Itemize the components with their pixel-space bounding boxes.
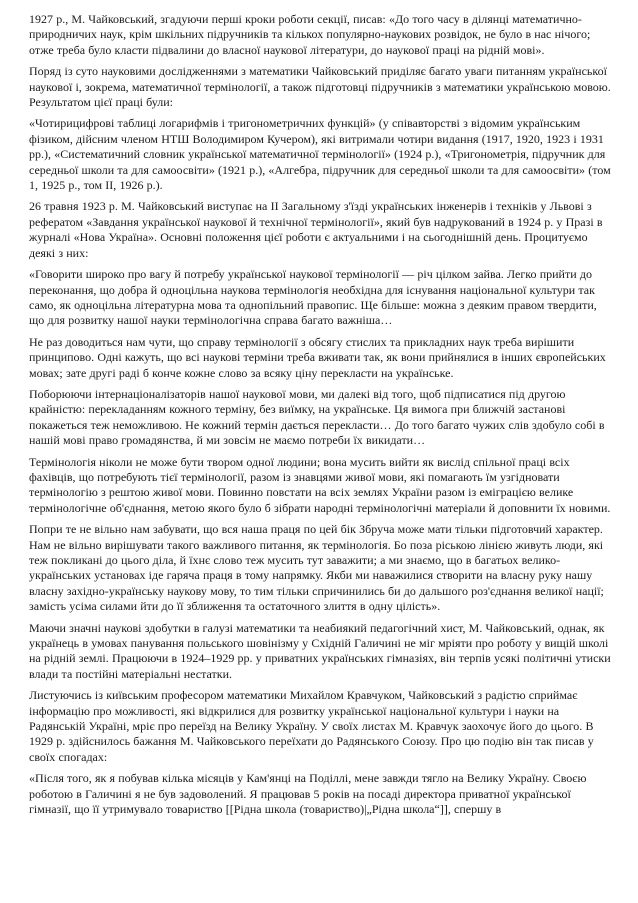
document-page [29, 12, 611, 818]
paragraph: 1927 р., М. Чайковський, згадуючи перші кроки роботи секції, писав: «До того часу в ділянці математично-природничих наук, крім шкільних підручників та кількох популярно-наукових розвідок, не було в нас нічого; отже треба було класти підвалини до власної наукової літератури, до наукової праці на рідній мові». [29, 12, 591, 57]
quote-paragraph: «Говорити широко про вагу й потребу української наукової термінології — річ цілком зайва. Легко прийти до переконання, що добра й одноцільна наукова термінологія необхідна для існування національної культури так само, як одноцільна літературна мова та однопільний правопис. Ще більше: можна з деяким правом твердити, що для розвитку нашої науки термінологічна справа багато важніша… [29, 267, 597, 328]
paragraph: Маючи значні наукові здобутки в галузі математики та неабиякий педагогічний хист, М. Чайковський, однак, як українець в умовах панування польського шовінізму у Східній Галичині не міг мріяти про роботу у вищій школі на рідній землі. Працюючи в 1924–1929 рр. у приватних українських гімназіях, він терпів усякі політичні утиски влади та постійні матеріальні нестатки. [29, 620, 611, 681]
paragraph: Поряд із суто науковими дослідженнями з математики Чайковський приділяє багато уваги питанням української наукової і, зокрема, математичної термінології, а також підготовці підручників з математики українською мовою. Результатом цієї праці були: [29, 64, 611, 110]
quote-paragraph: Попри те не вільно нам забувати, що вся наша праця по цей бік Збруча може мати тільки підготовчий характер. Нам не вільно вирішувати такого важливого питання, як термінологія. Бо поза ріською лінією живуть люди, які теж покликані до цього діла, й їхнє слово теж мусить тут заважити; а ми знаємо, що в багатьох велико-українських установах іде гаряча праця в тому напрямку. Якби ми наважилися створити на власну руку нашу власну західно-українську наукову мову, то тим тільки спричинились би до дальшого роз'єднання великої нації; замість усіма силами йти до її зближення та остаточного злиття в одну цілість». [29, 522, 604, 614]
paragraph: Листуючись із київським професором математики Михайлом Кравчуком, Чайковський з радістю сприймає інформацію про можливості, які відкрилися для розвитку української національної культури і науки на Радянській Україні, мріє про переїзд на Велику Україну. У своїх листах М. Кравчук заохочує його до цього. В 1929 р. здійснилось бажання М. Чайковського переїхати до Радянського Союзу. Про цю подію він так писав у своїх спогадах: [29, 688, 594, 764]
quote-paragraph: «Після того, як я побував кілька місяців у Кам'янці на Поділлі, мене завжди тягло на Велику Україну. Своєю роботою в Галичині я не був задоволений. Я працював 5 років на посаді директора приватної української гімназії, що її утримувало товариство [[Рідна школа (товариство)|„Рідна школа“]], спершу в [29, 771, 587, 817]
quote-paragraph: Термінологія ніколи не може бути твором одної людини; вона мусить вийти як вислід спільної праці всіх фахівців, що потребують тієї термінології, разом із знавцями живої мови, які помагають їм узгідновати термінологію з рештою живої мови. Повинно повстати на всіх землях України разом із еміграцією велике термінологічне об'єднання, метою якого було б зібрати народні термінологічні матеріали й доповнити їх новими. [29, 454, 611, 515]
paragraph: 26 травня 1923 р. М. Чайковський виступає на II Загальному з'їзді українських інженерів і техніків у Львові з рефератом «Завдання української наукової й технічної термінології», який був надрукований в 1924 р. у Празі в журналі «Нова Україна». Основні положення цієї роботи є актуальними і на сьогоднішній день. Процитуємо деякі з них: [29, 199, 603, 260]
quote-paragraph: Не раз доводиться нам чути, що справу термінології з обсягу стислих та прикладних наук треба вирішити принципово. Одні кажуть, що всі наукові терміни треба вживати так, як вони прийнялися в інших європейських мовах; зате другі раді б конче кожне слово за всяку ціну перекласти на українське. [29, 334, 606, 380]
paragraph: «Чотирицифрові таблиці логарифмів і тригонометричних функцій» (у співавторстві з відомим українським фізиком, дійсним членом НТШ Володимиром Кучером), які витримали чотири видання (1917, 1920, 1923 і 1931 рр.), «Систематичний словник української математичної термінології» (1924 р.), «Тригонометрія, підручник для середньої школи та для самоосвіти» (1921 р.), «Алгебра, підручник для середньої школи та для самоосвіти» (том 1, 1925 р., том II, 1926 р.). [29, 116, 611, 193]
quote-paragraph: Поборюючи інтернаціоналізаторів нашої наукової мови, ми далекі від того, щоб підписатися під другою крайністю: перекладанням кожного терміну, без виїмку, на українське. Ця вимога при ближчій застанові покажеться теж неможливою. Не кожний термін дається перекласти… До того багато чужих слів здобуло собі в нашій мові право громадянства, й ми зовсім не маємо потреби їх викидати… [29, 386, 605, 448]
